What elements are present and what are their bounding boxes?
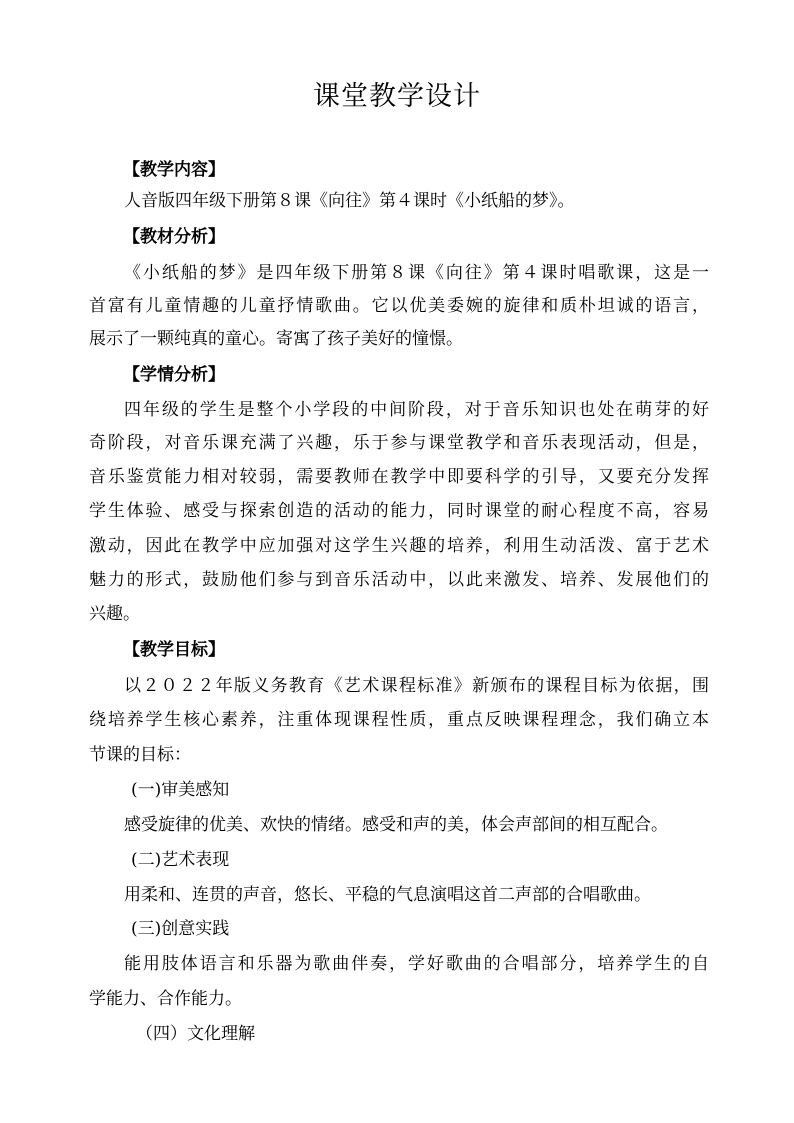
learner-line: 魅力的形式，鼓励他们参与到音乐活动中，以此来激发、培养、发展他们的	[89, 570, 709, 590]
learner-line: 奇阶段，对音乐课充满了兴趣，乐于参与课堂教学和音乐表现活动，但是，	[89, 433, 709, 453]
goal-item-label: (二)艺术表现	[131, 850, 230, 870]
goal-item-text: 用柔和、连贯的声音，悠长、平稳的气息演唱这首二声部的合唱歌曲。	[124, 885, 651, 905]
section-heading-goals: 【教学目标】	[123, 640, 225, 660]
section-heading-content: 【教学内容】	[123, 160, 225, 180]
material-line: 《小纸船的梦》是四年级下册第８课《向往》第４课时唱歌课，这是一	[124, 263, 709, 283]
material-line: 展示了一颗纯真的童心。寄寓了孩子美好的憧憬。	[89, 329, 463, 349]
goal-item-text: 学能力、合作能力。	[89, 989, 242, 1009]
learner-line: 兴趣。	[89, 604, 140, 624]
learner-line: 音乐鉴赏能力相对较弱，需要教师在教学中即要科学的引导，又要充分发挥	[89, 467, 709, 487]
goal-item-text: 能用肢体语言和乐器为歌曲伴奏，学好歌曲的合唱部分，培养学生的自	[124, 954, 709, 974]
goals-line: 绕培养学生核心素养，注重体现课程性质，重点反映课程理念，我们确立本	[89, 710, 709, 730]
goal-item-label: (三)创意实践	[131, 919, 230, 939]
learner-line: 学生体验、感受与探索创造的活动的能力，同时课堂的耐心程度不高，容易	[89, 501, 709, 521]
content-text: 人音版四年级下册第８课《向往》第４课时《小纸船的梦》。	[124, 191, 575, 211]
goal-item-text: 感受旋律的优美、欢快的情绪。感受和声的美，体会声部间的相互配合。	[124, 815, 668, 835]
page-title: 课堂教学设计	[313, 81, 481, 112]
goal-item-label: (一)审美感知	[131, 780, 230, 800]
section-heading-learner: 【学情分析】	[123, 365, 225, 385]
learner-line: 激动，因此在教学中应加强对这学生兴趣的培养，利用生动活泼、富于艺术	[89, 536, 709, 556]
goals-line: 节课的目标：	[89, 745, 191, 765]
material-line: 首富有儿童情趣的儿童抒情歌曲。它以优美委婉的旋律和质朴坦诚的语言，	[89, 296, 709, 316]
goals-line: 以２０２２年版义务教育《艺术课程标准》新颁布的课程目标为依据，围	[124, 676, 709, 696]
section-heading-material: 【教材分析】	[123, 227, 225, 247]
learner-line: 四年级的学生是整个小学段的中间阶段，对于音乐知识也处在萌芽的好	[124, 400, 709, 420]
goal-item-label: （四）文化理解	[136, 1024, 255, 1044]
